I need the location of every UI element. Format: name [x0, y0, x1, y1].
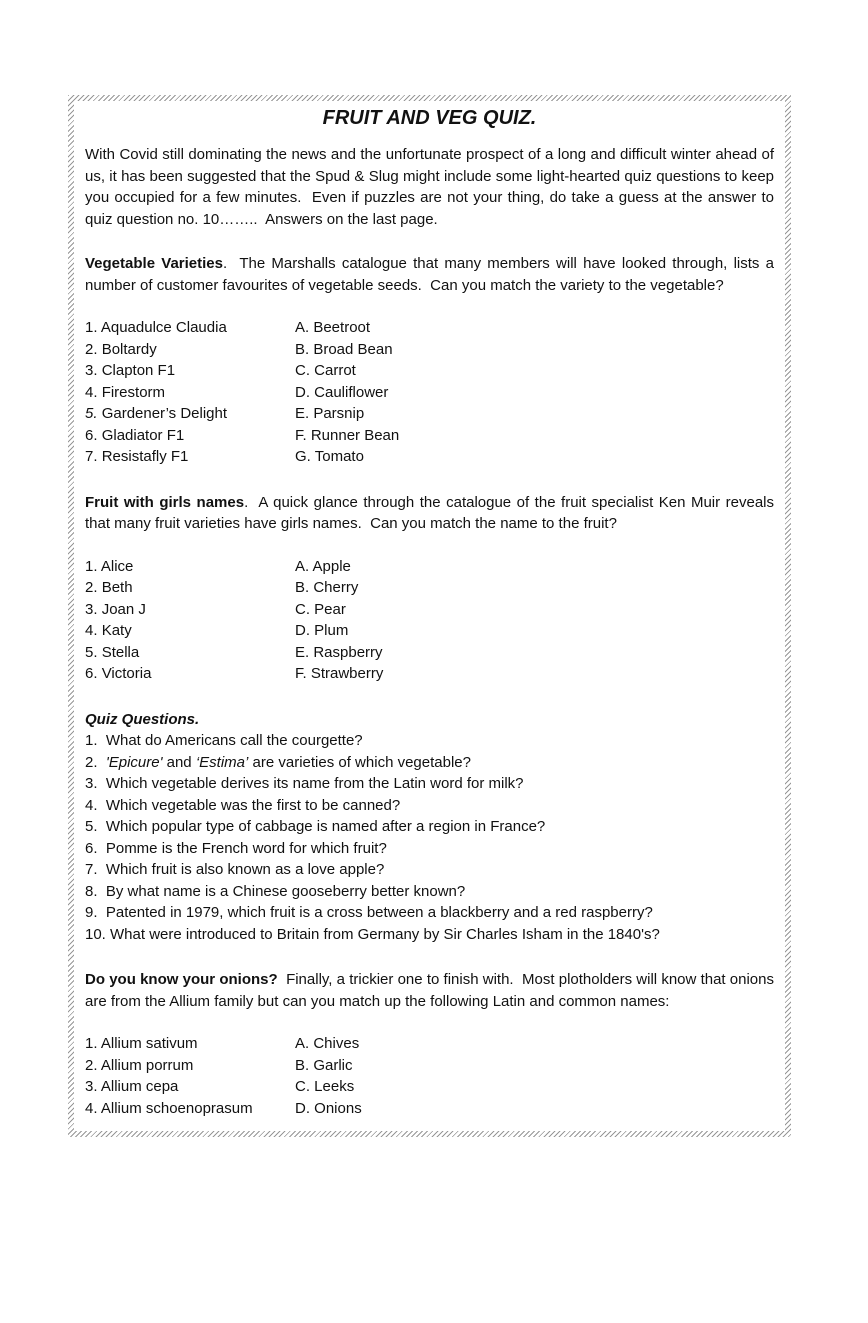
- match-option: C. Leeks: [295, 1078, 355, 1095]
- match-item-name: Allium porrum: [100, 1056, 194, 1074]
- match-item: [85, 425, 295, 447]
- match-item: [85, 360, 295, 382]
- match-item: [85, 446, 295, 468]
- match-item-number: 2.: [85, 1056, 98, 1074]
- match-option: B. Broad Bean: [295, 340, 393, 358]
- match-item: [85, 599, 295, 621]
- match-item-name: Allium sativum: [100, 1035, 198, 1052]
- match-item-name: Aquadulce Claudia: [100, 319, 227, 336]
- match-item: [85, 382, 295, 404]
- match-option: A. Beetroot: [295, 319, 371, 336]
- match-option: A. Apple: [295, 557, 351, 575]
- match-option: G. Tomato: [295, 448, 364, 465]
- quiz-question: [85, 795, 774, 817]
- match-item-number: 2.: [85, 340, 98, 358]
- match-item: [85, 1055, 295, 1077]
- quiz-question-segment: are varieties of which vegetable?: [248, 753, 471, 771]
- match-item-name: Firestorm: [101, 383, 166, 401]
- match-option: B. Garlic: [295, 1056, 353, 1074]
- match-item: [85, 620, 295, 642]
- quiz-question: [85, 881, 774, 903]
- quiz-question: [85, 752, 774, 774]
- match-item-number: 4.: [85, 622, 98, 639]
- match-item: [85, 339, 295, 361]
- quiz-question-italic-segment: ‘Estima’: [195, 753, 249, 771]
- match-item: [85, 663, 295, 685]
- match-item-number: 2.: [85, 579, 98, 596]
- match-option: C. Pear: [295, 600, 346, 618]
- match-item-number: 1.: [85, 319, 98, 336]
- quiz-question: [85, 816, 774, 838]
- quiz-questions-heading: Quiz Questions.: [85, 710, 200, 728]
- match-row: [85, 360, 774, 382]
- quiz-question: [85, 924, 774, 946]
- match-item: [85, 1076, 295, 1098]
- match-item: [85, 1098, 295, 1120]
- match-row: [85, 425, 774, 447]
- quiz-question: [85, 902, 774, 924]
- page-border: [68, 95, 791, 1137]
- vegetable-varieties-paragraph: [85, 253, 774, 296]
- match-item-number: 1.: [85, 557, 98, 575]
- quiz-questions-list: [85, 730, 774, 945]
- match-option: D. Cauliflower: [295, 383, 389, 401]
- match-row: [85, 642, 774, 664]
- vegetable-varieties-list: [85, 317, 774, 468]
- match-item-number: 3.: [85, 1078, 98, 1095]
- match-item-name: Resistafly F1: [101, 448, 189, 465]
- match-item: [85, 1033, 295, 1055]
- match-item-number: 5.: [85, 405, 98, 422]
- quiz-question-segment: 3. Which vegetable derives its name from the Latin word for milk?: [85, 775, 524, 792]
- quiz-question-segment: 2.: [85, 753, 106, 771]
- match-item-name: Stella: [101, 643, 140, 661]
- match-row: [85, 317, 774, 339]
- match-item-name: Alice: [100, 557, 134, 575]
- match-item: [85, 642, 295, 664]
- match-row: [85, 577, 774, 599]
- quiz-question-segment: 6. Pomme is the French word for which fruit?: [85, 839, 387, 857]
- vegetable-varieties-heading: Vegetable Varieties: [85, 255, 223, 272]
- quiz-question: [85, 859, 774, 881]
- match-row: [85, 1033, 774, 1055]
- match-item-name: Boltardy: [101, 340, 157, 358]
- match-item-name: Allium schoenoprasum: [100, 1099, 253, 1117]
- intro-paragraph: With Covid still dominating the news and the unfortunate prospect of a long and difficult winter ahead of us, it has been suggested that the Spud & Slug might include some light-hearted quiz questions to keep you occupied for a few minutes. Even if puzzles are not your thing, do take a guess at the answer to quiz question no. 10…….. Answers on the last page.: [85, 146, 774, 228]
- quiz-question-segment: 10. What were introduced to Britain from Germany by Sir Charles Isham in the 1840's?: [85, 925, 660, 943]
- quiz-question: [85, 838, 774, 860]
- match-item-name: Gladiator F1: [101, 426, 185, 444]
- match-option: A. Chives: [295, 1035, 360, 1052]
- match-item-name: Beth: [101, 579, 133, 596]
- match-row: [85, 663, 774, 685]
- quiz-question-segment: 7. Which fruit is also known as a love apple?: [85, 861, 385, 878]
- match-option: D. Plum: [295, 622, 349, 639]
- quiz-question-segment: 1. What do Americans call the courgette?: [85, 732, 363, 749]
- match-item-name: Allium cepa: [100, 1078, 179, 1095]
- quiz-page: [74, 101, 785, 1131]
- match-item-name: Joan J: [101, 600, 146, 618]
- match-item-number: 4.: [85, 1099, 98, 1117]
- onions-paragraph: [85, 969, 774, 1012]
- match-item: [85, 556, 295, 578]
- fruit-names-paragraph: [85, 492, 774, 535]
- match-item-number: 5.: [85, 643, 98, 661]
- onions-heading: Do you know your onions?: [85, 971, 278, 988]
- match-row: [85, 339, 774, 361]
- match-item-number: 3.: [85, 600, 98, 618]
- match-row: [85, 1055, 774, 1077]
- match-item-number: 7.: [85, 448, 98, 465]
- match-item: [85, 403, 295, 425]
- match-row: [85, 599, 774, 621]
- page-title: FRUIT AND VEG QUIZ.: [322, 107, 537, 129]
- match-item-number: 6.: [85, 426, 98, 444]
- quiz-question: [85, 730, 774, 752]
- match-item: [85, 317, 295, 339]
- match-row: [85, 382, 774, 404]
- match-option: B. Cherry: [295, 579, 359, 596]
- quiz-question: [85, 773, 774, 795]
- quiz-question-segment: 9. Patented in 1979, which fruit is a cross between a blackberry and a red raspberry?: [85, 904, 653, 921]
- match-row: [85, 446, 774, 468]
- fruit-names-text: . A quick glance through the catalogue of the fruit specialist Ken Muir reveals that many fruit varieties have girls names. Can you match the name to the fruit?: [85, 493, 774, 532]
- match-item-number: 1.: [85, 1035, 98, 1052]
- match-item-number: 6.: [85, 665, 98, 682]
- quiz-question-italic-segment: 'Epicure': [105, 753, 163, 771]
- match-option: E. Parsnip: [295, 405, 365, 422]
- match-row: [85, 1098, 774, 1120]
- match-row: [85, 620, 774, 642]
- fruit-names-heading: Fruit with girls names: [85, 493, 245, 511]
- match-option: D. Onions: [295, 1099, 362, 1117]
- match-row: [85, 1076, 774, 1098]
- onions-text: Finally, a trickier one to finish with. Most plotholders will know that onions are from the Allium family but can you match up the following Latin and common names:: [85, 971, 774, 1010]
- match-item-name: Clapton F1: [101, 362, 176, 379]
- match-item-number: 4.: [85, 383, 98, 401]
- vegetable-varieties-text: . The Marshalls catalogue that many members will have looked through, lists a number of customer favourites of vegetable seeds. Can you match the variety to the vegetable?: [85, 255, 774, 294]
- match-option: E. Raspberry: [295, 643, 383, 661]
- fruit-names-list: [85, 556, 774, 685]
- match-item-name: Katy: [101, 622, 132, 639]
- match-row: [85, 403, 774, 425]
- match-item: [85, 577, 295, 599]
- quiz-question-segment: and: [162, 753, 196, 771]
- quiz-question-segment: 4. Which vegetable was the first to be canned?: [85, 796, 401, 814]
- quiz-question-segment: 8. By what name is a Chinese gooseberry better known?: [85, 882, 466, 900]
- onions-list: [85, 1033, 774, 1119]
- match-option: F. Runner Bean: [295, 426, 400, 444]
- match-item-name: Victoria: [101, 665, 152, 682]
- match-item-number: 3.: [85, 362, 98, 379]
- quiz-question-segment: 5. Which popular type of cabbage is named after a region in France?: [85, 818, 546, 835]
- match-item-name: Gardener’s Delight: [101, 405, 228, 422]
- match-row: [85, 556, 774, 578]
- match-option: F. Strawberry: [295, 665, 384, 682]
- match-option: C. Carrot: [295, 362, 356, 379]
